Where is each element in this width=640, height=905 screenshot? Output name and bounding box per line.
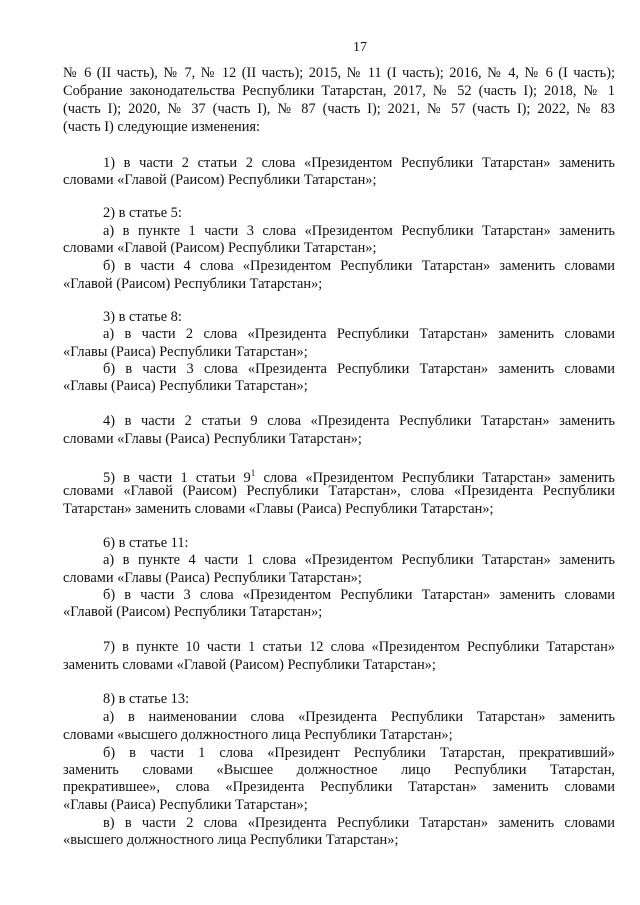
text-line: 8) в статье 13: xyxy=(103,691,190,707)
text-line: б) в части 4 слова «Президентом Республики Татарстан» заменить словами xyxy=(103,258,615,274)
text-line: 3) в статье 8: xyxy=(103,309,182,325)
text-line: «Главой (Раисом) Республики Татарстан»; xyxy=(63,604,323,620)
text-line: словами «Главой (Раисом) Республики Татарстан»; xyxy=(63,172,377,188)
text-fragment: 5) в части 1 статьи 9 xyxy=(103,470,251,486)
text-line: б) в части 3 слова «Президента Республики Татарстан» заменить словами xyxy=(103,361,615,377)
text-line: б) в части 1 слова «Президент Республики Татарстан, прекративший» xyxy=(103,745,615,761)
text-line: а) в пункте 1 части 3 слова «Президентом Республики Татарстан» заменить xyxy=(103,223,615,239)
page-number: 17 xyxy=(353,40,367,55)
superscript: 1 xyxy=(250,468,256,478)
text-line: «высшего должностного лица Республики Татарстан»; xyxy=(63,832,399,848)
text-line: словами «Главой (Раисом) Республики Татарстан»; xyxy=(63,240,377,256)
text-line: «Главы (Раиса) Республики Татарстан»; xyxy=(63,797,308,813)
text-line: (часть I); 2020, № 37 (часть I), № 87 (часть I); 2021, № 57 (часть I); 2022, № 83 xyxy=(63,101,615,117)
text-line: «Главы (Раиса) Республики Татарстан»; xyxy=(63,378,308,394)
text-line: № 6 (II часть), № 7, № 12 (II часть); 2015, № 11 (I часть); 2016, № 4, № 6 (I часть); xyxy=(63,65,615,81)
text-line: Татарстан» заменить словами «Главы (Раиса) Республики Татарстан»; xyxy=(63,501,494,517)
text-line: а) в части 2 слова «Президента Республики Татарстан» заменить словами xyxy=(103,326,615,342)
text-line: словами «Главы (Раиса) Республики Татарстан»; xyxy=(63,431,362,447)
text-line: «Главы (Раиса) Республики Татарстан»; xyxy=(63,344,308,360)
text-line: а) в пункте 4 части 1 слова «Президентом Республики Татарстан» заменить xyxy=(103,552,615,568)
text-line: прекратившее», слова «Президента Республики Татарстан» заменить словами xyxy=(63,779,615,795)
text-line: заменить словами «Высшее должностное лицо Республики Татарстан, xyxy=(63,762,615,778)
text-line: словами «Главой (Раисом) Республики Татарстан», слова «Президента Республики xyxy=(63,483,615,499)
text-line xyxy=(103,465,615,486)
text-line: в) в части 2 слова «Президента Республики Татарстан» заменить словами xyxy=(103,815,615,831)
text-line: Собрание законодательства Республики Татарстан, 2017, № 52 (часть I); 2018, № 1 xyxy=(63,83,615,99)
text-line: заменить словами «Главой (Раисом) Республики Татарстан»; xyxy=(63,657,436,673)
text-line: 7) в пункте 10 части 1 статьи 12 слова «Президентом Республики Татарстан» xyxy=(103,639,615,655)
text-line: б) в части 3 слова «Президентом Республики Татарстан» заменить словами xyxy=(103,587,615,603)
text-line: словами «Главы (Раиса) Республики Татарстан»; xyxy=(63,570,362,586)
text-line: 2) в статье 5: xyxy=(103,205,182,221)
text-line: «Главой (Раисом) Республики Татарстан»; xyxy=(63,276,323,292)
text-line: 1) в части 2 статьи 2 слова «Президентом Республики Татарстан» заменить xyxy=(103,155,615,171)
text-fragment: слова «Президентом Республики Татарстан» заменить xyxy=(255,470,615,486)
text-line: (часть I) следующие изменения: xyxy=(63,119,261,135)
text-line: словами «высшего должностного лица Республики Татарстан»; xyxy=(63,727,453,743)
text-line: 4) в части 2 статьи 9 слова «Президента Республики Татарстан» заменить xyxy=(103,413,615,429)
text-line: 6) в статье 11: xyxy=(103,535,189,551)
text-line: а) в наименовании слова «Президента Республики Татарстан» заменить xyxy=(103,709,615,725)
